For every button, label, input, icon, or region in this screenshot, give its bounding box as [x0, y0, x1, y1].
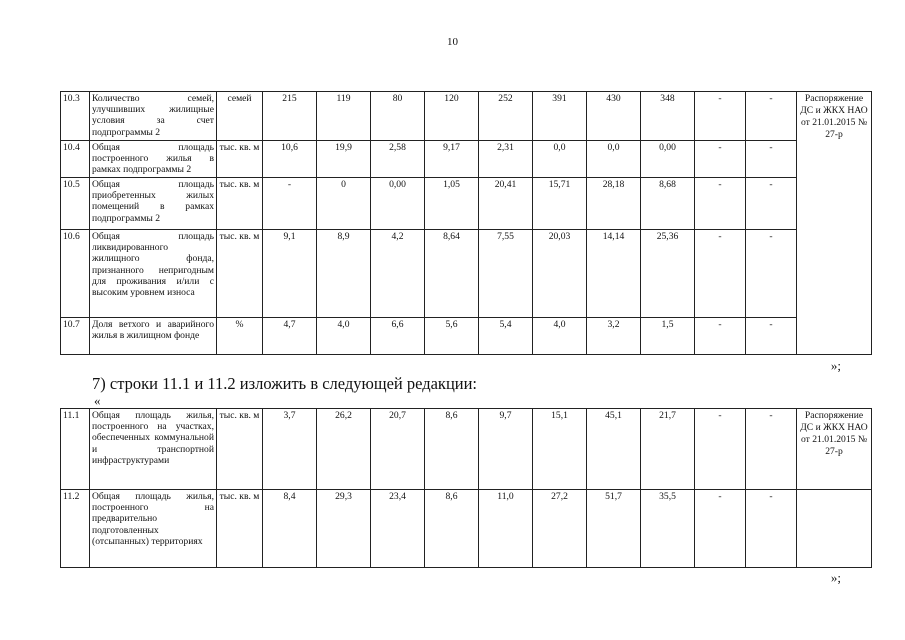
unit-cell: тыс. кв. м [217, 141, 263, 178]
value-cell: 348 [641, 92, 695, 141]
table-row [61, 230, 872, 318]
value-cell: 28,18 [587, 178, 641, 230]
row-number: 10.4 [61, 141, 90, 178]
unit-cell: тыс. кв. м [217, 490, 263, 568]
table-row [61, 318, 872, 355]
value-cell: - [695, 178, 746, 230]
value-cell: 9,1 [263, 230, 317, 318]
value-cell: 8,6 [425, 490, 479, 568]
value-cell: - [695, 141, 746, 178]
indicator-name: Количество семей, улучшивших жилищные условия за счет подпрограммы 2 [90, 92, 217, 141]
value-cell: 8,68 [641, 178, 695, 230]
value-cell: 10,6 [263, 141, 317, 178]
value-cell: 1,05 [425, 178, 479, 230]
value-cell: 0,00 [641, 141, 695, 178]
value-cell: 4,7 [263, 318, 317, 355]
value-cell: - [746, 409, 797, 490]
value-cell: 4,0 [317, 318, 371, 355]
value-cell: 8,4 [263, 490, 317, 568]
value-cell: 0,0 [587, 141, 641, 178]
value-cell: 14,14 [587, 230, 641, 318]
indicators-table-section-11 [60, 408, 872, 568]
closing-quote: »; [830, 358, 841, 373]
indicator-name: Общая площадь построенного жилья в рамках подпрограммы 2 [90, 141, 217, 178]
table-row [61, 490, 872, 568]
value-cell: 9,7 [479, 409, 533, 490]
table-row [61, 178, 872, 230]
page-number: 10 [447, 36, 458, 48]
value-cell: 8,6 [425, 409, 479, 490]
table-row [61, 409, 872, 490]
amendment-instruction: 7) строки 11.1 и 11.2 изложить в следующей редакции: [92, 374, 478, 393]
value-cell: 19,9 [317, 141, 371, 178]
value-cell: 119 [317, 92, 371, 141]
indicator-name: Общая площадь ликвидированного жилищного фонда, признанного непригодным для проживания и/или с высоким уровнем износа [90, 230, 217, 318]
value-cell: 7,55 [479, 230, 533, 318]
value-cell: 20,03 [533, 230, 587, 318]
value-cell: - [263, 178, 317, 230]
unit-cell: семей [217, 92, 263, 141]
value-cell: 29,3 [317, 490, 371, 568]
value-cell: - [746, 230, 797, 318]
value-cell: 51,7 [587, 490, 641, 568]
value-cell: 8,64 [425, 230, 479, 318]
document-reference: Распоряжение ДС и ЖКХ НАО от 21.01.2015 № 27-р [797, 409, 872, 490]
value-cell: - [746, 178, 797, 230]
value-cell: - [746, 141, 797, 178]
indicator-name: Общая площадь жилья, построенного на участках, обеспеченных коммунальной и транспортной инфраструктурами [90, 409, 217, 490]
indicator-name: Общая площадь приобретенных жилых помещений в рамках подпрограммы 2 [90, 178, 217, 230]
value-cell: 6,6 [371, 318, 425, 355]
value-cell: 0,0 [533, 141, 587, 178]
document-reference [797, 490, 872, 568]
value-cell: 252 [479, 92, 533, 141]
value-cell: 215 [263, 92, 317, 141]
value-cell: 5,6 [425, 318, 479, 355]
value-cell: - [746, 318, 797, 355]
value-cell: 1,5 [641, 318, 695, 355]
value-cell: 20,7 [371, 409, 425, 490]
value-cell: 8,9 [317, 230, 371, 318]
value-cell: 35,5 [641, 490, 695, 568]
value-cell: 3,7 [263, 409, 317, 490]
value-cell: 45,1 [587, 409, 641, 490]
indicator-name: Общая площадь жилья, построенного на предварительно подготовленных (отсыпанных) территориях [90, 490, 217, 568]
value-cell: 2,58 [371, 141, 425, 178]
unit-cell: % [217, 318, 263, 355]
table-row [61, 92, 872, 141]
indicators-table-section-10 [60, 91, 872, 355]
row-number: 10.7 [61, 318, 90, 355]
value-cell: 11,0 [479, 490, 533, 568]
indicator-name: Доля ветхого и аварийного жилья в жилищном фонде [90, 318, 217, 355]
unit-cell: тыс. кв. м [217, 409, 263, 490]
value-cell: 15,1 [533, 409, 587, 490]
table-row [61, 141, 872, 178]
value-cell: 120 [425, 92, 479, 141]
closing-quote: »; [830, 570, 841, 585]
value-cell: 25,36 [641, 230, 695, 318]
unit-cell: тыс. кв. м [217, 230, 263, 318]
value-cell: 4,0 [533, 318, 587, 355]
value-cell: - [695, 318, 746, 355]
row-number: 10.5 [61, 178, 90, 230]
value-cell: - [746, 490, 797, 568]
value-cell: 2,31 [479, 141, 533, 178]
unit-cell: тыс. кв. м [217, 178, 263, 230]
value-cell: 21,7 [641, 409, 695, 490]
opening-quote: « [94, 393, 101, 408]
value-cell: 391 [533, 92, 587, 141]
value-cell: 430 [587, 92, 641, 141]
value-cell: - [746, 92, 797, 141]
value-cell: 4,2 [371, 230, 425, 318]
value-cell: - [695, 230, 746, 318]
row-number: 11.1 [61, 409, 90, 490]
value-cell: 27,2 [533, 490, 587, 568]
value-cell: 23,4 [371, 490, 425, 568]
value-cell: 26,2 [317, 409, 371, 490]
value-cell: - [695, 409, 746, 490]
row-number: 10.6 [61, 230, 90, 318]
value-cell: 0 [317, 178, 371, 230]
value-cell: 20,41 [479, 178, 533, 230]
value-cell: - [695, 490, 746, 568]
value-cell: 3,2 [587, 318, 641, 355]
document-reference: Распоряжение ДС и ЖКХ НАО от 21.01.2015 № 27-р [797, 92, 872, 355]
row-number: 11.2 [61, 490, 90, 568]
value-cell: - [695, 92, 746, 141]
value-cell: 0,00 [371, 178, 425, 230]
value-cell: 15,71 [533, 178, 587, 230]
value-cell: 80 [371, 92, 425, 141]
row-number: 10.3 [61, 92, 90, 141]
value-cell: 5,4 [479, 318, 533, 355]
value-cell: 9,17 [425, 141, 479, 178]
